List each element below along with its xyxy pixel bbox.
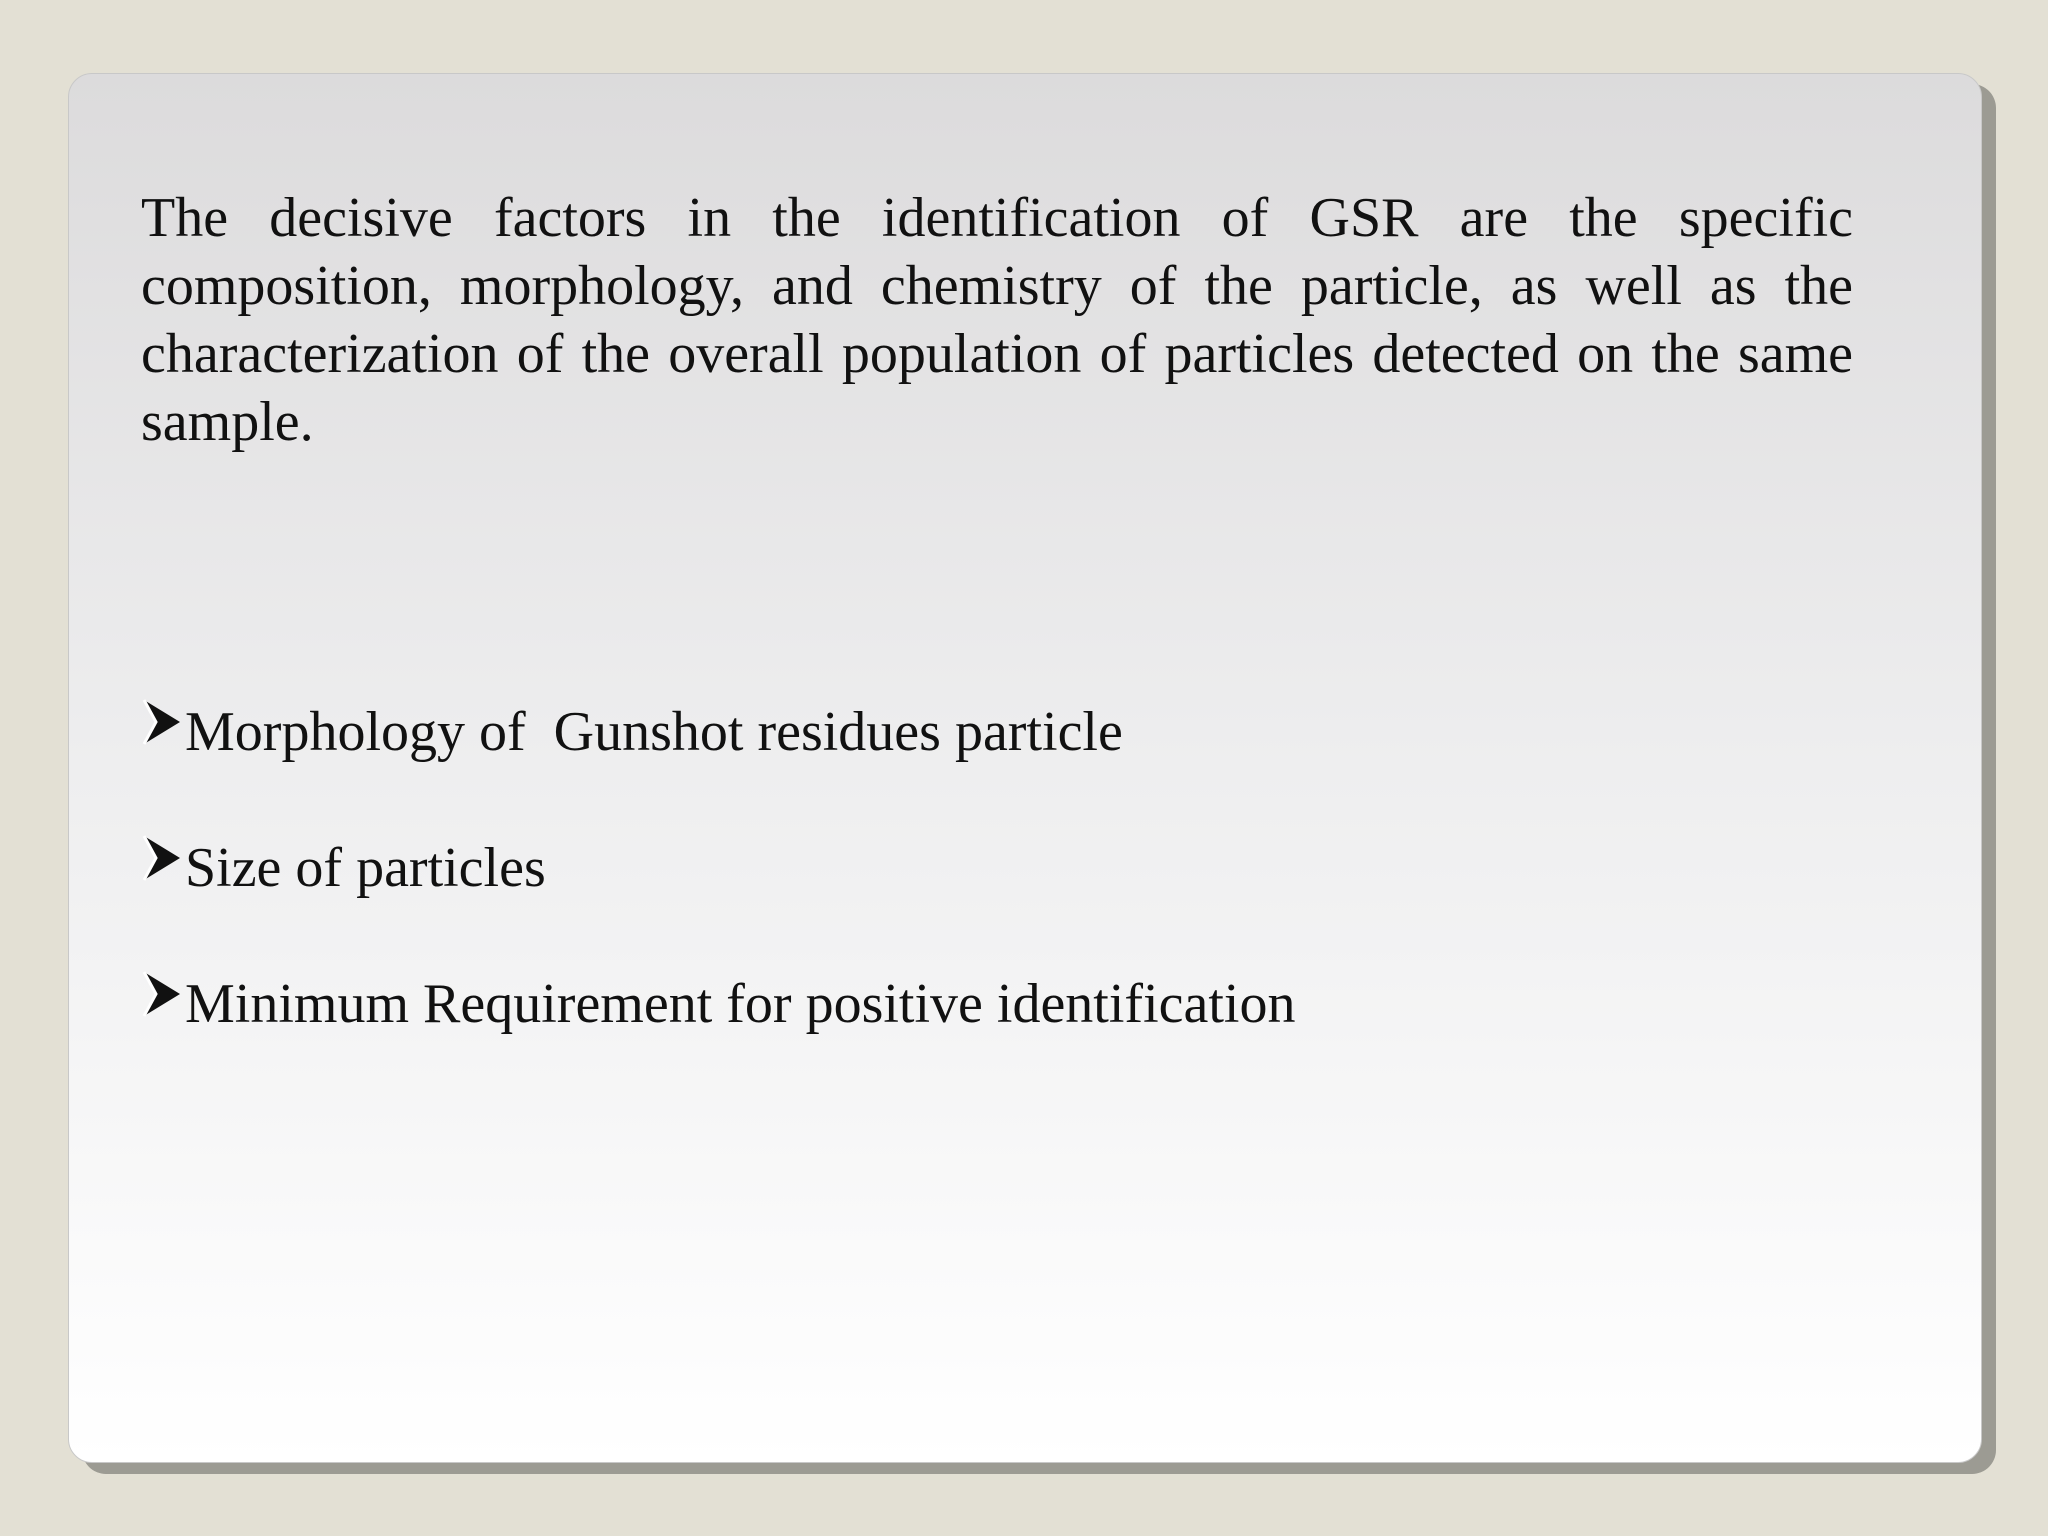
slide-panel (68, 73, 1982, 1463)
intro-paragraph: The decisive factors in the identification of GSR are the specific composition, morphology, and chemistry of the particle, as well as the characterization of the overall population of particles detected on the same sample. (141, 187, 1853, 453)
bullet-text: Minimum Requirement for positive identification (185, 973, 1296, 1035)
bullet-item (141, 664, 1853, 800)
bullet-text: Morphology of Gunshot residues particle (185, 701, 1123, 763)
bullet-text: Size of particles (185, 837, 546, 899)
arrowhead-bullet-icon (141, 697, 183, 747)
bullet-list (141, 664, 1853, 1072)
arrowhead-bullet-icon (141, 833, 183, 883)
bullet-item (141, 936, 1853, 1072)
bullet-item (141, 800, 1853, 936)
arrowhead-bullet-icon (141, 969, 183, 1019)
